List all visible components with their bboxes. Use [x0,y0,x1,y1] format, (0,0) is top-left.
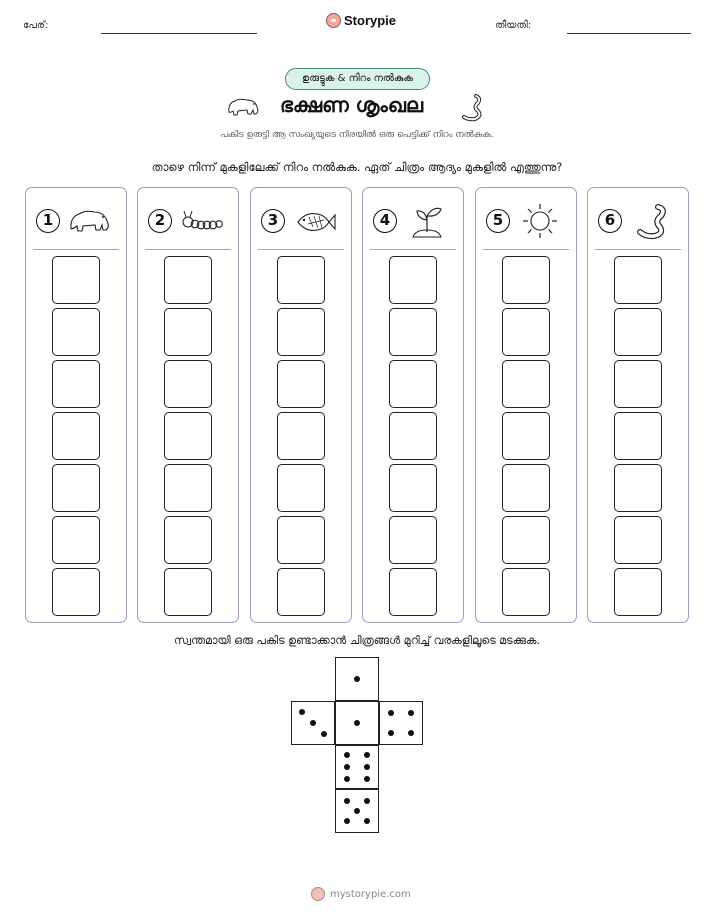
column-5 [475,187,577,623]
pip [310,720,316,726]
worm-icon [458,92,484,122]
color-box[interactable] [164,360,212,408]
color-box[interactable] [52,308,100,356]
die-face-3 [291,701,335,745]
color-box[interactable] [502,464,550,512]
worm-icon [630,202,674,240]
color-box[interactable] [389,464,437,512]
color-box[interactable] [502,308,550,356]
color-box[interactable] [502,256,550,304]
color-box[interactable] [502,360,550,408]
color-box[interactable] [164,412,212,460]
color-box[interactable] [614,308,662,356]
caterpillar-icon [180,202,224,240]
color-box[interactable] [277,568,325,616]
pip [354,808,360,814]
storypie-logo-icon [326,13,341,28]
pip [408,710,414,716]
pip [354,720,360,726]
color-box[interactable] [52,568,100,616]
column-1 [25,187,127,623]
storypie-logo-icon [311,887,325,901]
sprout-icon [405,202,449,240]
color-box[interactable] [614,412,662,460]
color-box[interactable] [389,516,437,564]
column-number: 3 [261,209,285,233]
column-number: 4 [373,209,397,233]
name-line[interactable] [101,33,257,34]
die-face-1 [335,657,379,701]
footer-url[interactable]: mystorypie.com [330,888,411,900]
color-box[interactable] [277,412,325,460]
pip [364,818,370,824]
color-box[interactable] [164,516,212,564]
color-box[interactable] [52,360,100,408]
name-label: പേര്: [23,20,49,31]
color-box[interactable] [52,464,100,512]
color-box[interactable] [502,568,550,616]
die-face-6 [335,745,379,789]
color-box[interactable] [389,256,437,304]
pip [364,764,370,770]
pip [344,776,350,782]
footer [311,887,411,901]
color-box[interactable] [389,568,437,616]
color-box[interactable] [614,464,662,512]
activity-badge: ഉരുട്ടുക & നിറം നൽകുക [285,68,430,90]
pip [344,798,350,804]
color-box[interactable] [614,516,662,564]
pip [364,798,370,804]
column-divider [370,249,456,250]
page-title: ഭക്ഷണ ശൃംഖല [280,93,424,117]
pip [354,676,360,682]
die-face-5 [335,789,379,833]
question: താഴെ നിന്ന് മുകളിലേക്ക് നിറം നൽകുക. ഏത് ചിത്രം ആദ്യം മുകളിൽ എത്തുന്നു? [151,160,563,174]
column-divider [33,249,119,250]
column-number: 2 [148,209,172,233]
date-line[interactable] [567,33,691,34]
column-divider [258,249,344,250]
column-divider [145,249,231,250]
color-box[interactable] [614,360,662,408]
brand-logo [326,13,396,28]
column-4 [362,187,464,623]
column-3 [250,187,352,623]
color-box[interactable] [277,516,325,564]
die-face-4 [379,701,423,745]
column-6 [587,187,689,623]
color-box[interactable] [52,412,100,460]
die-face-1b [335,701,379,745]
pip [344,764,350,770]
bear-icon [225,94,261,120]
fish-icon [293,202,337,240]
color-box[interactable] [614,256,662,304]
subtitle: പകിട ഉരുട്ടി ആ സംഖ്യയുടെ നിരയിൽ ഒരു പെട്ടിക്ക് നിറം നൽകുക. [220,130,494,140]
pip [388,710,394,716]
color-box[interactable] [502,516,550,564]
column-number: 1 [36,209,60,233]
color-box[interactable] [389,360,437,408]
sun-icon [518,202,562,240]
color-box[interactable] [502,412,550,460]
color-box[interactable] [52,516,100,564]
column-number: 6 [598,209,622,233]
pip [299,709,305,715]
color-box[interactable] [277,308,325,356]
column-2 [137,187,239,623]
color-box[interactable] [52,256,100,304]
column-divider [483,249,569,250]
pip [321,731,327,737]
color-box[interactable] [164,256,212,304]
color-box[interactable] [277,464,325,512]
color-box[interactable] [389,308,437,356]
pip [364,776,370,782]
column-divider [595,249,681,250]
color-box[interactable] [164,308,212,356]
color-box[interactable] [277,256,325,304]
color-box[interactable] [164,568,212,616]
pip [388,730,394,736]
color-box[interactable] [614,568,662,616]
color-box[interactable] [164,464,212,512]
bear-icon [68,202,112,240]
die-instruction: സ്വന്തമായി ഒരു പകിട ഉണ്ടാക്കാൻ ചിത്രങ്ങൾ മുറിച്ച് വരകളിലൂടെ മടക്കുക. [174,634,540,647]
brand-name: Storypie [344,13,397,28]
pip [344,818,350,824]
pip [408,730,414,736]
date-label: തീയതി: [495,20,532,31]
color-box[interactable] [277,360,325,408]
color-box[interactable] [389,412,437,460]
pip [344,752,350,758]
column-number: 5 [486,209,510,233]
pip [364,752,370,758]
